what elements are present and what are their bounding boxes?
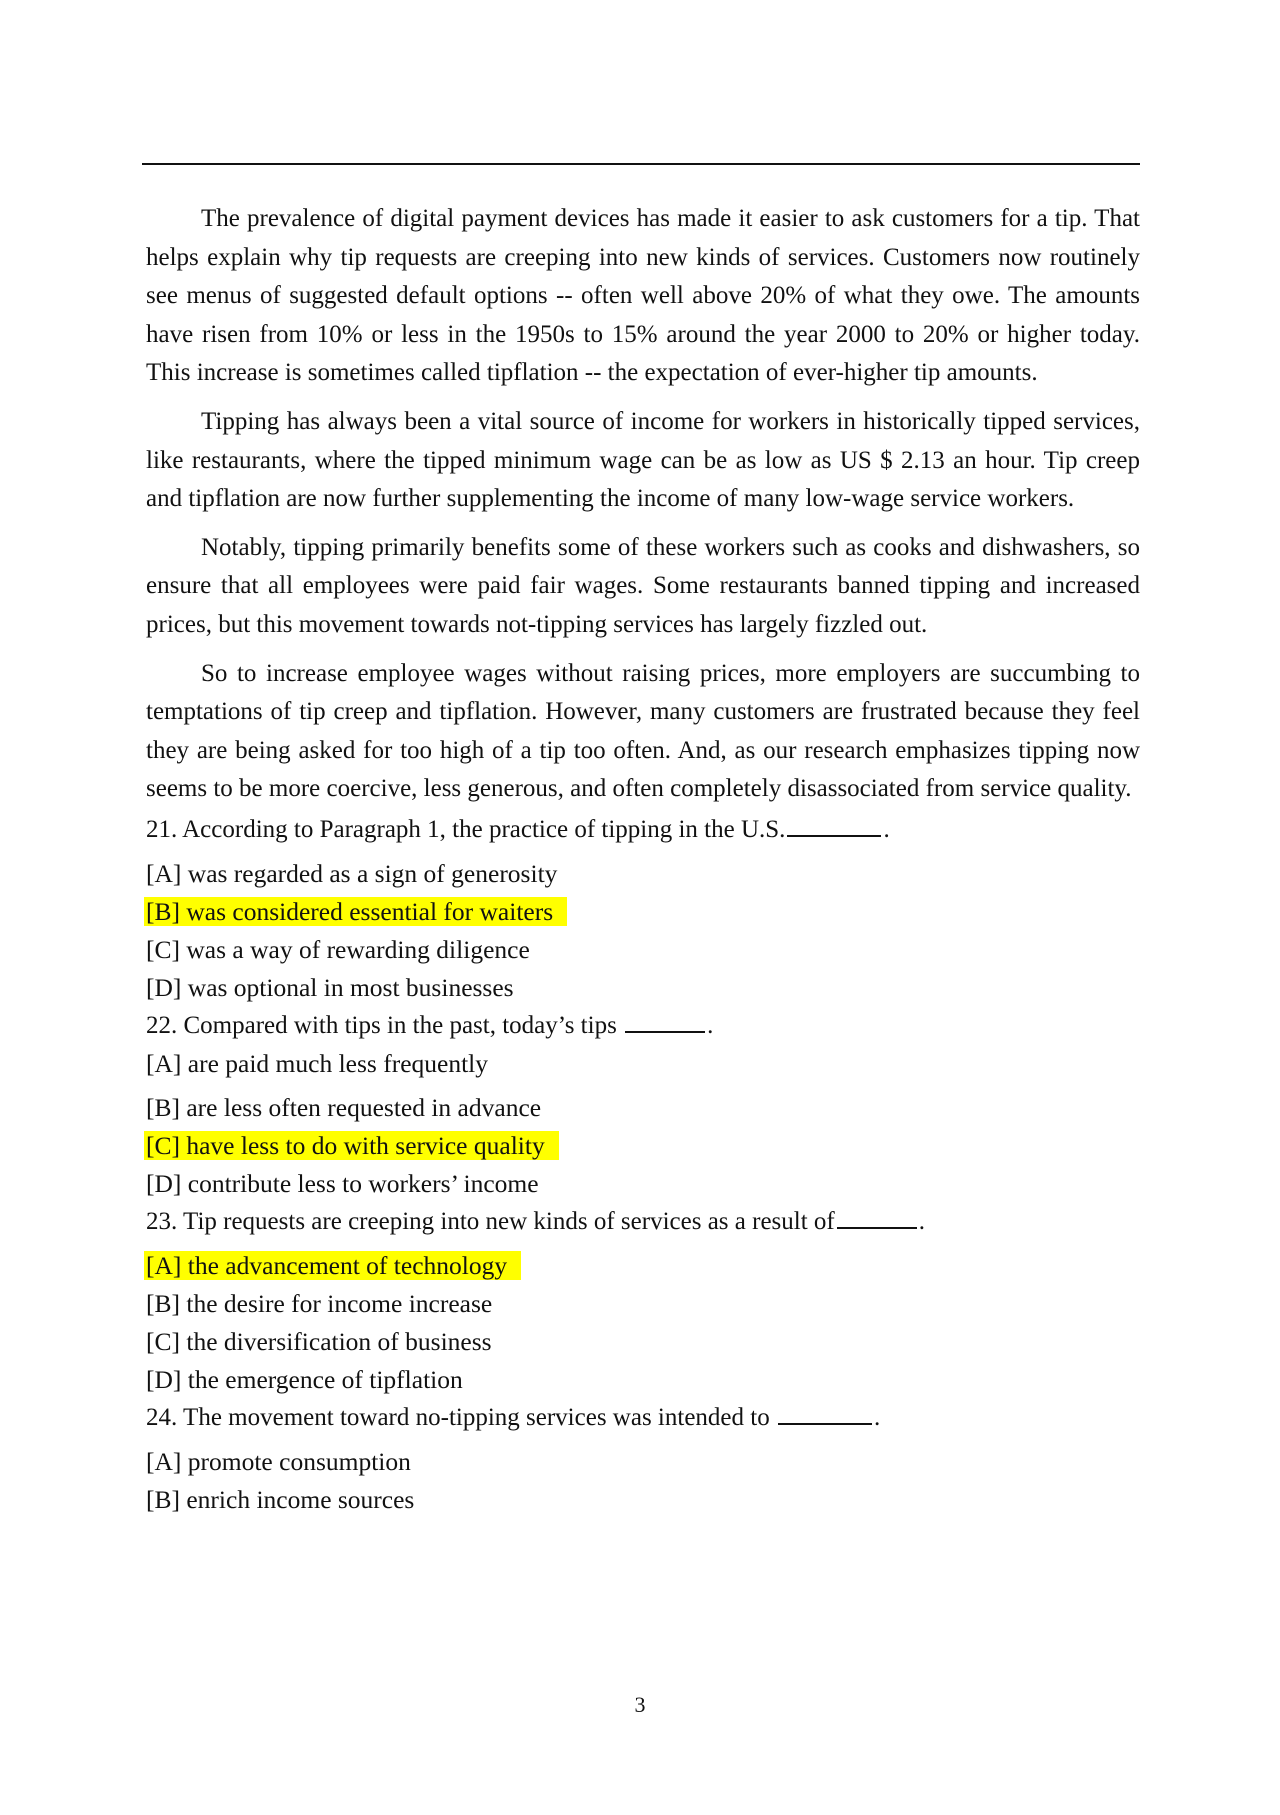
paragraph-2: Tipping has always been a vital source of income for workers in historically tipped services, like restaurants, where the tipped minimum wage can be as low as US $ 2.13 an hour. Tip creep and tipflation are now further supplementing the income of many low-wage service workers. bbox=[146, 407, 1140, 513]
option-23b: [B] the desire for income increase bbox=[146, 1288, 493, 1318]
option-22b: [B] are less often requested in advance bbox=[146, 1092, 542, 1122]
option-23d: [D] the emergence of tipflation bbox=[146, 1364, 463, 1394]
option-22d: [D] contribute less to workers’ income bbox=[146, 1168, 539, 1198]
question-stem: 23. Tip requests are creeping into new kinds of services as a result of bbox=[146, 1207, 835, 1235]
option-24a: [A] promote consumption bbox=[146, 1446, 411, 1476]
option-22a: [A] are paid much less frequently bbox=[146, 1048, 488, 1078]
option-21d: [D] was optional in most businesses bbox=[146, 972, 514, 1002]
page-number: 3 bbox=[634, 1692, 646, 1717]
paragraph-4: So to increase employee wages without raising prices, more employers are succumbing to temptations of tip creep and tipflation. However, many customers are frustrated because they feel they are being asked for too high of a tip too often. And, as our research emphasizes tipping now seems to be more coercive, less generous, and often completely disassociated from service quality. bbox=[146, 659, 1140, 803]
option-23a-highlighted: [A] the advancement of technology bbox=[144, 1251, 521, 1280]
answer-blank bbox=[778, 1422, 872, 1425]
header-rule bbox=[142, 163, 1140, 165]
answer-blank bbox=[787, 834, 881, 837]
page-content bbox=[146, 200, 1140, 1519]
option-24b: [B] enrich income sources bbox=[146, 1484, 415, 1514]
option-21b-highlighted: [B] was considered essential for waiters bbox=[144, 897, 567, 926]
option-21c: [C] was a way of rewarding diligence bbox=[146, 934, 530, 964]
paragraph-1: The prevalence of digital payment devices has made it easier to ask customers for a tip. That helps explain why tip requests are creeping into new kinds of services. Customers now routinely see menus of suggested default options -- often well above 20% of what they owe. The amounts have risen from 10% or less in the 1950s to 15% around the year 2000 to 20% or higher today. This increase is sometimes called tipflation -- the expectation of ever-higher tip amounts. bbox=[146, 205, 1140, 387]
question-24: 24. The movement toward no-tipping services was intended to . bbox=[146, 1403, 881, 1431]
paragraph-3: Notably, tipping primarily benefits some of these workers such as cooks and dishwashers, so ensure that all employees were paid fair wages. Some restaurants banned tipping and increased prices, but this movement towards not-tipping services has largely fizzled out. bbox=[146, 533, 1140, 638]
question-22: 22. Compared with tips in the past, today’s tips . bbox=[146, 1011, 714, 1039]
question-21: 21. According to Paragraph 1, the practice of tipping in the U.S. . bbox=[146, 815, 890, 843]
option-21a: [A] was regarded as a sign of generosity bbox=[146, 858, 558, 888]
question-stem: 24. The movement toward no-tipping services was intended to bbox=[146, 1403, 770, 1431]
option-22c-highlighted: [C] have less to do with service quality bbox=[144, 1131, 559, 1160]
option-23c: [C] the diversification of business bbox=[146, 1326, 492, 1356]
answer-blank bbox=[837, 1226, 917, 1229]
question-23: 23. Tip requests are creeping into new kinds of services as a result of . bbox=[146, 1207, 925, 1235]
question-stem: 21. According to Paragraph 1, the practice of tipping in the U.S. bbox=[146, 815, 786, 843]
answer-blank bbox=[625, 1030, 705, 1033]
question-stem: 22. Compared with tips in the past, today’s tips bbox=[146, 1011, 617, 1039]
